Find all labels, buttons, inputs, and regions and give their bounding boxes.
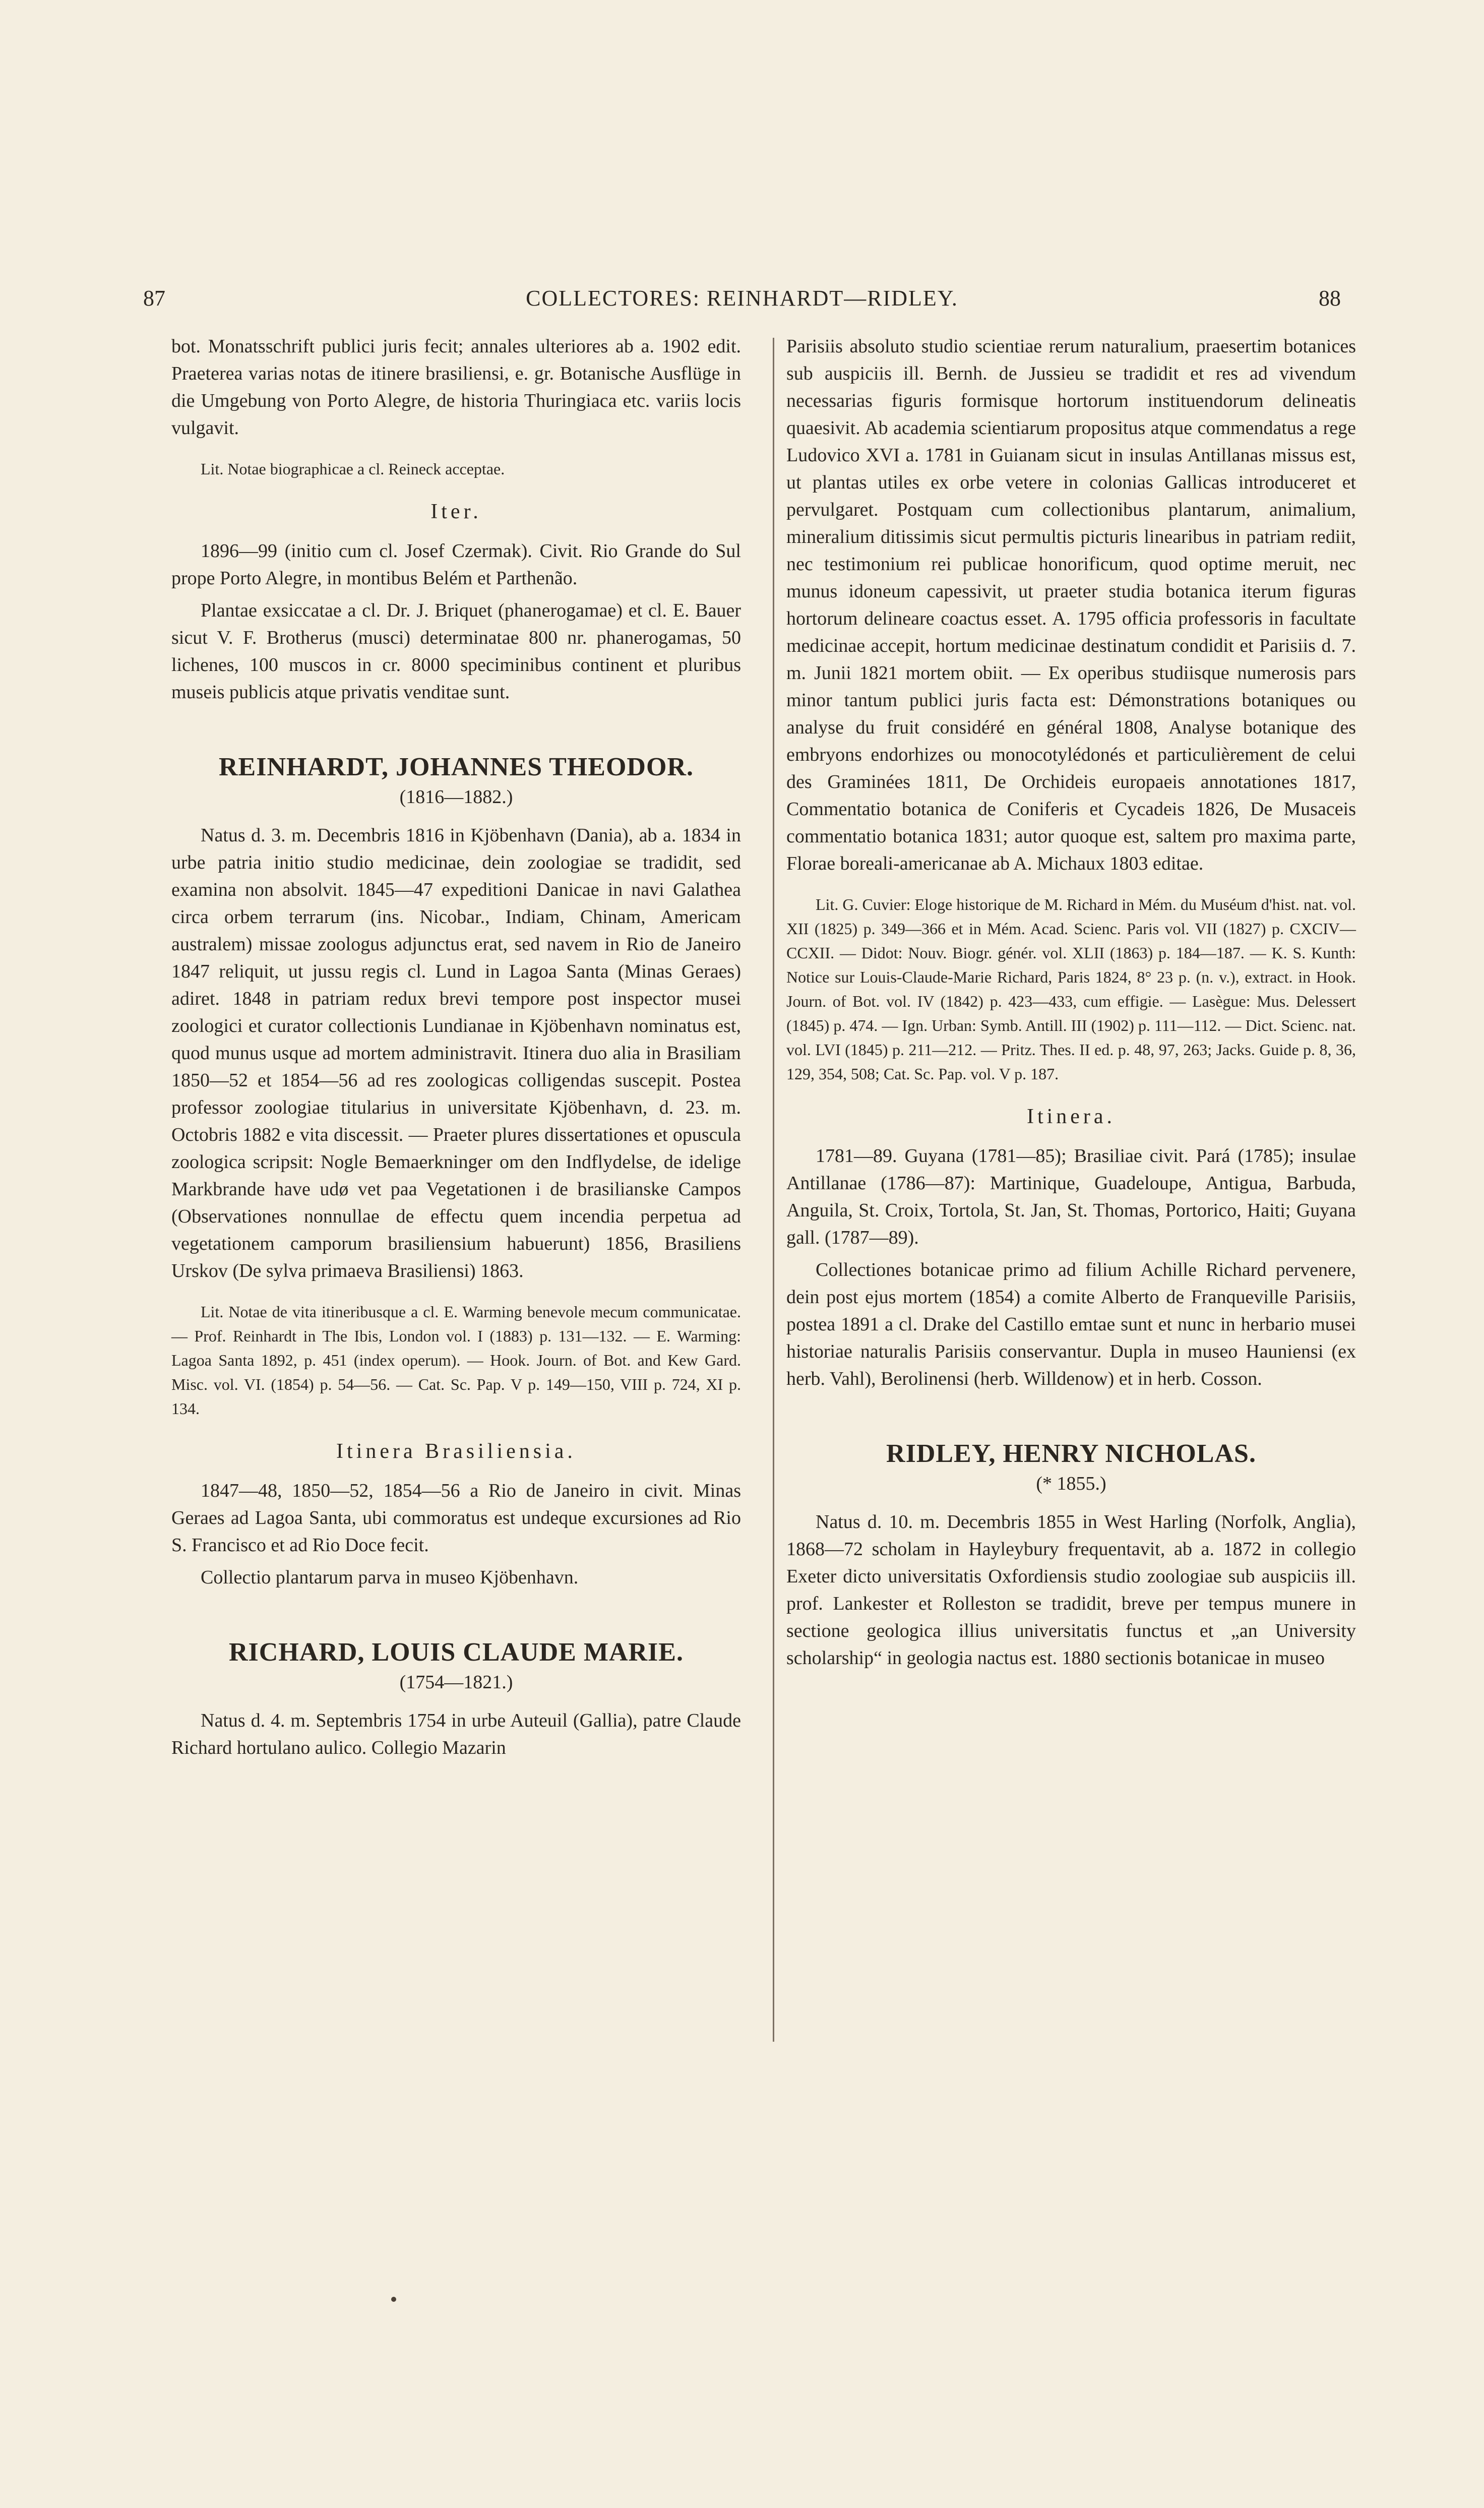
page-header xyxy=(143,283,1341,314)
section-heading-itinera: Itinera. xyxy=(1026,1105,1116,1128)
literature-note: Lit. Notae biographicae a cl. Reineck acceptae. xyxy=(201,460,505,478)
section-heading-iter: Iter. xyxy=(430,500,482,523)
entry-dates: (* 1855.) xyxy=(1036,1473,1106,1494)
entry-heading-ridley: RIDLEY, HENRY NICHOLAS. xyxy=(886,1439,1256,1468)
biography-continuation: Parisiis absoluto studio scientiae rerum naturalium, praesertim botanices sub auspiciis ill. Bernh. de Jussieu se tradidit et res ad vivendum necessarias figuris formisque hortorum instituendorum delineatis quaesivit. Ab academia scientiarum propositus atque commendatus a rege Ludovico XVI a. 1781 in Guianam sicut in insulas Antillanas missus est, ut plantas utiles ex orbe vetere in colonias Gallicas introduceret et pervulgaret. Postquam cum collectionibus plantarum, animalium, mineralium ditissimis sicut permultis picturis linearibus in patriam rediit, nec testimonium rei publicae honorificum, quod optime meruit, nec munus idoneum capessivit, ut praeter studia botanica iterum figuras hortorum delineare coactus esset. A. 1795 officia professoris in facultate medicinae accepit, hortum medicinae destinatum condidit et Parisiis d. 7. m. Junii 1821 mortem obiit. — Ex operibus studiisque numerosis pars minor tantum publici juris facta est: Démonstrations botaniques ou analyse du fruit considéré en général 1808, Analyse botanique des embryons endorhizes ou monocotylédonés et particulièrement de celui des Graminées 1811, De Orchideis europaeis annotationes 1817, Commentatio botanica de Coniferis et Cycadeis 1826, De Musaceis commentatio botanica 1831; autor quoque est, saltem pro maxima parte, Florae boreali-americanae ab A. Michaux 1803 editae. xyxy=(786,336,1356,874)
right-page-number: 88 xyxy=(1319,286,1341,311)
entry-dates: (1816—1882.) xyxy=(399,786,513,808)
iter-paragraph: 1896—99 (initio cum cl. Josef Czermak). Civit. Rio Grande do Sul prope Porto Alegre, in montibus Belém et Parthenão. xyxy=(171,540,741,589)
itinera-paragraph: Collectio plantarum parva in museo Kjöbenhavn. xyxy=(201,1567,579,1588)
section-heading-itinera-brasiliensia: Itinera Brasiliensia. xyxy=(336,1440,576,1463)
itinera-paragraph: Collectiones botanicae primo ad filium Achille Richard pervenere, dein post ejus mortem (1854) a comite Alberto de Franqueville Parisiis, postea 1891 a cl. Drake del Castillo emtae sunt et nunc in herbario musei historiae naturalis Parisiis conservantur. Dupla in museo Hauniensi (ex herb. Vahl), Berolinensi (herb. Willdenow) et in herb. Cosson. xyxy=(786,1259,1356,1389)
itinera-paragraph: 1847—48, 1850—52, 1854—56 a Rio de Janeiro in civit. Minas Geraes ad Lagoa Santa, ubi commoratus est undeque excursiones ad Rio S. Francisco et ad Rio Doce fecit. xyxy=(171,1480,741,1556)
left-page-number: 87 xyxy=(143,286,165,311)
literature-note: Lit. Notae de vita itineribusque a cl. E. Warming benevole mecum communicatae. — Prof. Reinhardt in The Ibis, London vol. I (1883) p. 131—132. — E. Warming: Lagoa Santa 1892, p. 451 (index operum). — Hook. Journ. of Bot. and Kew Gard. Misc. vol. VI. (1854) p. 54—56. — Cat. Sc. Pap. V p. 149—150, VIII p. 724, XI p. 134. xyxy=(171,1303,741,1418)
biography-paragraph: Natus d. 3. m. Decembris 1816 in Kjöbenhavn (Dania), ab a. 1834 in urbe patria initio studio medicinae, dein zoologiae se tradidit, sed examina non absolvit. 1845—47 expeditioni Danicae in navi Galathea circa orbem terrarum (ins. Nicobar., Indiam, Chinam, Americam australem) missae zoologus adjunctus erat, sed navem in Rio de Janeiro 1847 reliquit, ut jussu regis cl. Lund in Lagoa Santa (Minas Geraes) adiret. 1848 in patriam redux brevi tempore post inspector musei zoologici et curator collectionis Lundianae in Kjöbenhavn nominatus est, quod munus usque ad mortem administravit. Itinera duo alia in Brasiliam 1850—52 et 1854—56 ad res zoologicas colligendas suscepit. Postea professor zoologiae titularius in universitate Kjöbenhavn, d. 23. m. Octobris 1882 e vita discessit. — Praeter plures dissertationes et opuscula zoologica scripsit: Nogle Bemaerkninger om den Indflydelse, de idelige Markbrande have udø vet paa Vegetationen i de brasilianske Campos (Observationes nonnullae de effectu quem incendia perpetua ad vegetationem camporum brasiliensium habuerunt) 1856, Brasiliens Urskov (De sylva primaeva Brasiliensi) 1863. xyxy=(171,825,741,1281)
biography-paragraph: Natus d. 4. m. Septembris 1754 in urbe Auteuil (Gallia), patre Claude Richard hortulano aulico. Collegio Mazarin xyxy=(171,1710,741,1758)
left-column xyxy=(171,333,741,1766)
entry-heading-reinhardt: REINHARDT, JOHANNES THEODOR. xyxy=(219,753,694,781)
running-title: COLLECTORES: REINHARDT—RIDLEY. xyxy=(526,286,958,311)
biography-paragraph: Natus d. 10. m. Decembris 1855 in West Harling (Norfolk, Anglia), 1868—72 scholam in Hayleybury frequentavit, ab a. 1872 in collegio Exeter dicto universitatis Oxfordiensis studio zoologiae sub auspiciis ill. prof. Lankester et Rolleston se tradidit, breve per tempus munere in sectione geologica illius universitatis functus et „an University scholarship“ in geologia nactus est. 1880 sectionis botanicae in museo xyxy=(786,1511,1356,1669)
column-divider xyxy=(773,338,774,2042)
intro-paragraph: bot. Monatsschrift publici juris fecit; annales ulteriores ab a. 1902 edit. Praeterea varias notas de itinere brasiliensi, e. gr. Botanische Ausflüge in die Umgebung von Porto Alegre, de historia Thuringiaca etc. variis locis vulgavit. xyxy=(171,336,741,439)
entry-heading-richard: RICHARD, LOUIS CLAUDE MARIE. xyxy=(229,1638,684,1667)
right-column xyxy=(786,333,1356,1677)
itinera-paragraph: 1781—89. Guyana (1781—85); Brasiliae civit. Pará (1785); insulae Antillanae (1786—87): Martinique, Guadeloupe, Antigua, Barbuda, Anguila, St. Croix, Tortola, St. Jan, St. Thomas, Portorico, Haiti; Guyana gall. (1787—89). xyxy=(786,1145,1356,1248)
print-mark xyxy=(391,2297,396,2302)
entry-dates: (1754—1821.) xyxy=(399,1672,513,1693)
literature-note: Lit. G. Cuvier: Eloge historique de M. Richard in Mém. du Muséum d'hist. nat. vol. XII (1825) p. 349—366 et in Mém. Acad. Scienc. Paris vol. VII (1827) p. CXCIV—CCXII. — Didot: Nouv. Biogr. génér. vol. XLII (1863) p. 184—187. — K. S. Kunth: Notice sur Louis-Claude-Marie Richard, Paris 1824, 8° 23 p. (n. v.), extract. in Hook. Journ. of Bot. vol. IV (1842) p. 423—433, cum effigie. — Lasègue: Mus. Delessert (1845) p. 474. — Ign. Urban: Symb. Antill. III (1902) p. 111—112. — Dict. Scienc. nat. vol. LVI (1845) p. 211—212. — Pritz. Thes. II ed. p. 48, 97, 263; Jacks. Guide p. 8, 36, 129, 354, 508; Cat. Sc. Pap. vol. V p. 187. xyxy=(786,895,1356,1083)
iter-paragraph: Plantae exsiccatae a cl. Dr. J. Briquet (phanerogamae) et cl. E. Bauer sicut V. F. Brotherus (musci) determinatae 800 nr. phanerogamas, 50 lichenes, 100 muscos in cr. 8000 speciminibus continent et pluribus museis publicis atque privatis venditae sunt. xyxy=(171,600,741,703)
